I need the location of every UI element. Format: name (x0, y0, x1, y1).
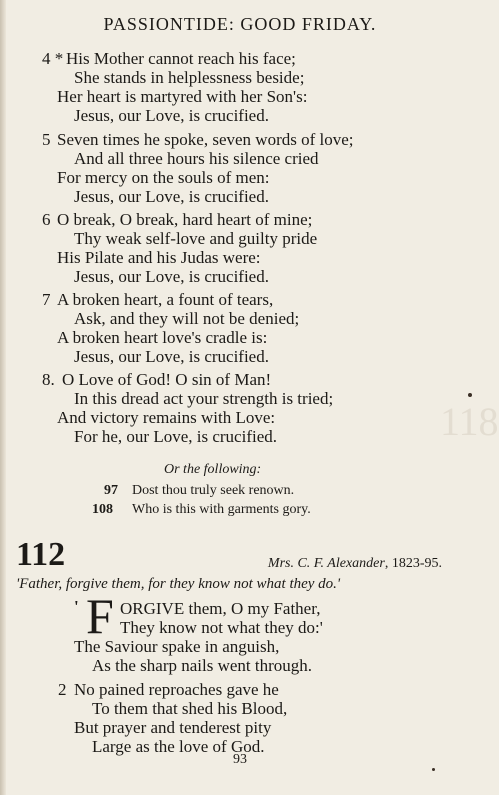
margin-mark (468, 393, 472, 397)
stanza-7-line-1: A broken heart, a fount of tears, (57, 290, 274, 309)
hymn-author: Mrs. C. F. Alexander (267, 556, 385, 571)
stanza-7-number: 7 (42, 290, 51, 309)
hymn-number: 112 (16, 536, 66, 573)
hymn-stanza-2-line-3: But prayer and tenderest pity (74, 718, 272, 737)
hymn-stanza-2-line-2: To them that shed his Blood, (92, 699, 288, 718)
stanza-5-line-2: And all three hours his silence cried (74, 149, 319, 168)
stanza-8-number: 8. (42, 370, 55, 389)
hymn-line-3: The Saviour spake in anguish, (74, 637, 280, 656)
stanza-6-line-3: His Pilate and his Judas were: (57, 248, 261, 267)
stanza-7-line-3: A broken heart love's cradle is: (57, 328, 268, 347)
hymn-stanza-2-line-4: Large as the love of God. (92, 737, 265, 756)
stanza-4-number: 4 * (42, 49, 64, 68)
hymn-stanza-2-line-1: No pained reproaches gave he (74, 680, 279, 699)
stanza-7-line-2: Ask, and they will not be denied; (74, 309, 300, 328)
hymn-line-2: They know not what they do:' (120, 618, 323, 637)
alt-1-number: 97 (104, 483, 118, 498)
page-number: 93 (233, 752, 247, 767)
page-spine-shadow (0, 0, 6, 795)
stanza-5-line-4: Jesus, our Love, is crucified. (74, 187, 269, 206)
opening-quote: ' (74, 597, 79, 616)
alt-2-number: 108 (92, 502, 113, 517)
stanza-8-line-1: O Love of God! O sin of Man! (62, 370, 272, 389)
stanza-5-number: 5 (42, 130, 51, 149)
stanza-8-line-3: And victory remains with Love: (57, 408, 276, 427)
hymn-line-4: As the sharp nails went through. (92, 656, 313, 675)
hymn-epigraph: 'Father, forgive them, for they know not what they do.' (16, 576, 341, 592)
stanza-6-line-1: O break, O break, hard heart of mine; (57, 210, 313, 229)
stanza-6-number: 6 (42, 210, 51, 229)
alt-2-title: Who is this with garments gory. (132, 502, 311, 517)
stanza-6-line-2: Thy weak self-love and guilty pride (74, 229, 318, 248)
stanza-6-line-4: Jesus, our Love, is crucified. (74, 267, 269, 286)
paper-speck (432, 768, 435, 771)
running-header: PASSIONTIDE: GOOD FRIDAY. (103, 14, 377, 34)
hymn-author-line (268, 556, 442, 572)
stanza-8-line-2: In this dread act your strength is tried; (74, 389, 334, 408)
hymn-line-1: ORGIVE them, O my Father, (120, 599, 321, 618)
alternatives-intro: Or the following: (164, 462, 262, 477)
stanza-4-line-3: Her heart is martyred with her Son's: (57, 87, 308, 106)
alt-1-title: Dost thou truly seek renown. (132, 483, 295, 498)
bleed-through-mark: 118 (440, 399, 499, 444)
stanza-4-line-1: His Mother cannot reach his face; (66, 49, 296, 68)
stanza-4-line-2: She stands in helplessness beside; (74, 68, 305, 87)
hymn-author-years: , 1823-95. (384, 556, 442, 571)
stanza-5-line-3: For mercy on the souls of men: (57, 168, 270, 187)
stanza-8-line-4: For he, our Love, is crucified. (74, 427, 277, 446)
stanza-4-line-4: Jesus, our Love, is crucified. (74, 106, 269, 125)
hymn-stanza-2-number: 2 (58, 680, 67, 699)
drop-capital: F (86, 588, 114, 644)
stanza-5-line-1: Seven times he spoke, seven words of love; (57, 130, 354, 149)
stanza-7-line-4: Jesus, our Love, is crucified. (74, 347, 269, 366)
